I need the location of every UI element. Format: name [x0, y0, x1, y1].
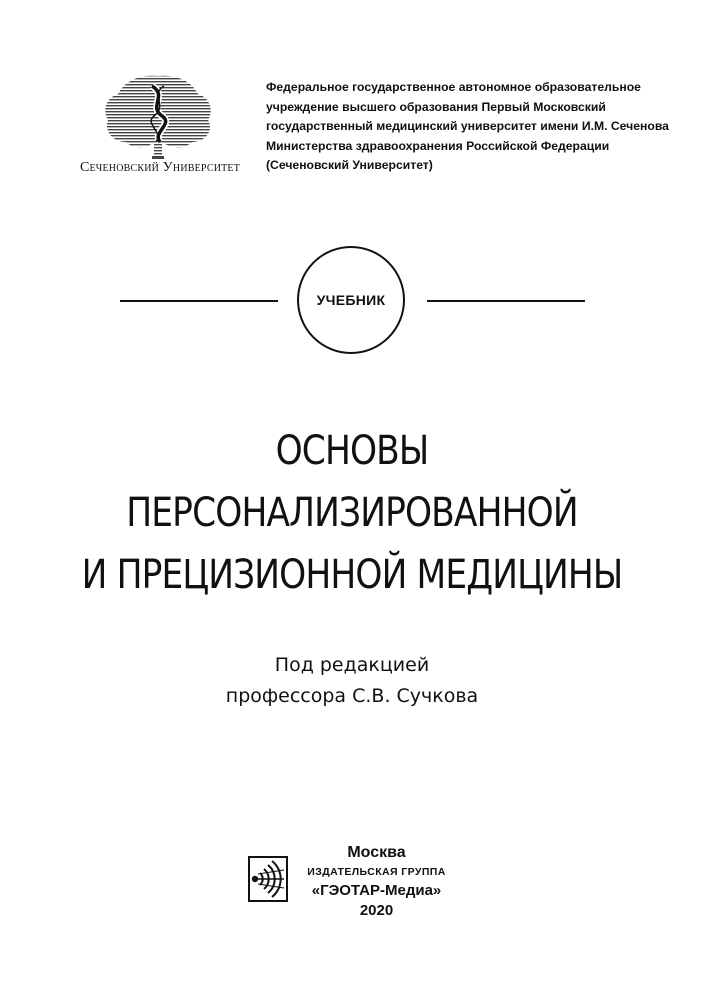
editor-line: Под редакцией [274, 654, 430, 676]
title-line: ОСНОВЫ [275, 428, 429, 474]
institution-line: государственный медицинский университет имени И.М. Сеченова [266, 119, 669, 133]
textbook-badge: УЧЕБНИК [297, 246, 405, 354]
publisher-name: «ГЭОТАР-Медиа» [311, 882, 442, 899]
divider-left [120, 300, 278, 302]
university-logo [60, 72, 260, 182]
institution-line: Федеральное государственное автономное образовательное [266, 80, 641, 94]
institution-name [266, 78, 669, 176]
institution-line: (Сеченовский Университет) [266, 158, 433, 172]
divider-right [427, 300, 585, 302]
publisher-block [294, 843, 459, 921]
tree-dna-icon [98, 72, 218, 160]
publisher-group: ИЗДАТЕЛЬСКАЯ ГРУППА [307, 866, 446, 878]
institution-line: Министерства здравоохранения Российской Федерации [266, 138, 610, 153]
university-caption: Сеченовский Университет [79, 160, 241, 175]
title-line: И ПРЕЦИЗИОННОЙ МЕДИЦИНЫ [81, 552, 623, 598]
institution-line: учреждение высшего образования Первый Московский [266, 99, 606, 114]
editor-credit [0, 650, 704, 712]
book-title [49, 420, 654, 606]
publication-year: 2020 [359, 902, 394, 919]
title-line: ПЕРСОНАЛИЗИРОВАННОЙ [126, 490, 578, 536]
editor-line: профессора С.В. Сучкова [225, 685, 479, 707]
geotar-media-icon [248, 856, 288, 902]
publisher-city: Москва [347, 844, 406, 861]
